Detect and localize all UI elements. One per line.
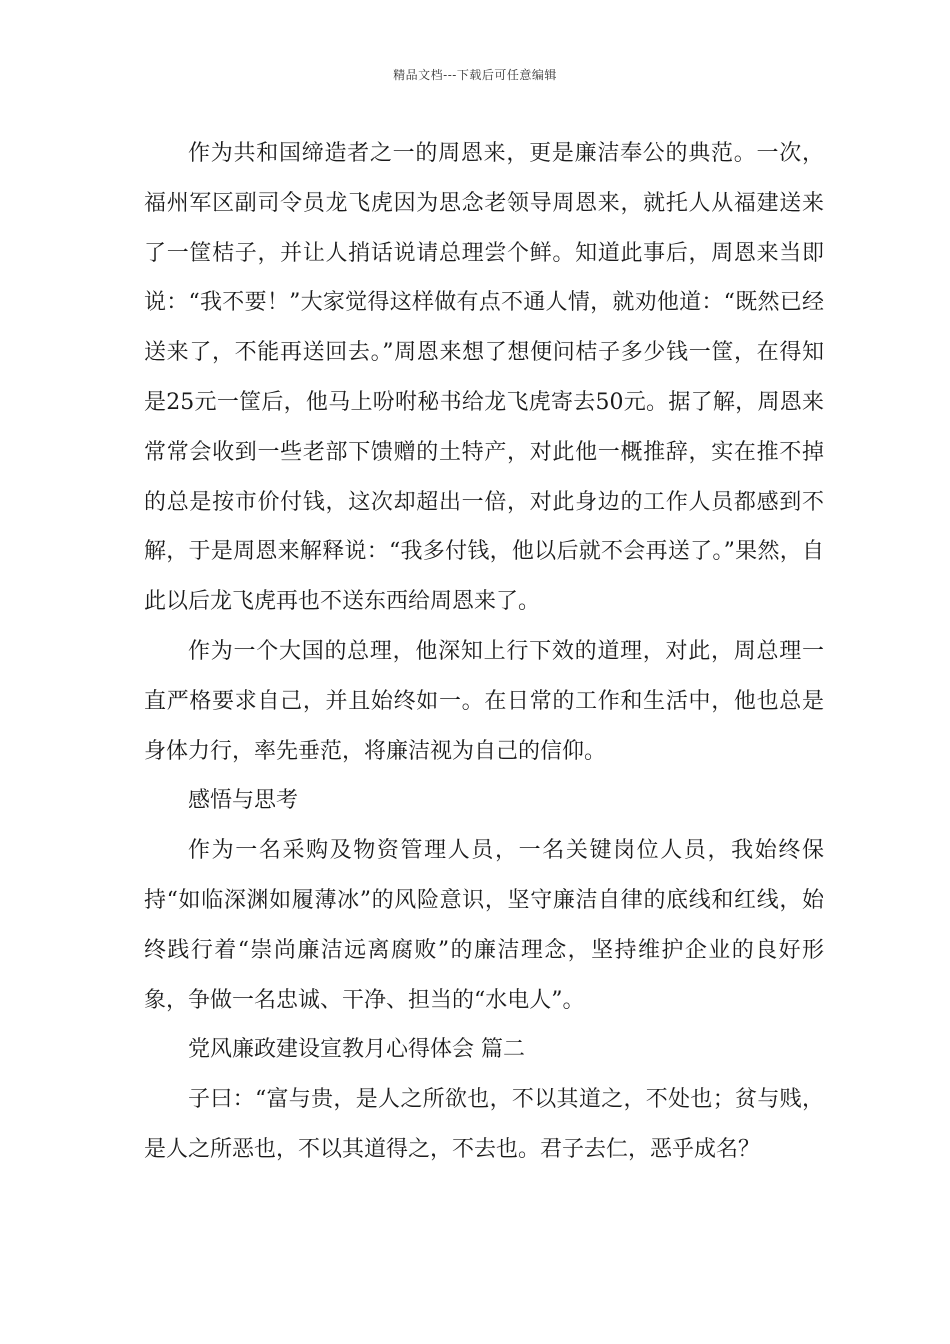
section-heading-reflection: 感悟与思考	[188, 788, 299, 814]
paragraph-procurement-staff: 作为一名采购及物资管理人员，一名关键岗位人员，我始终保持“如临深渊如履薄冰”的风险意识，坚守廉洁自律的底线和红线，始终践行着“崇尚廉洁远离腐败”的廉洁理念，坚持维护企业的良好形象，争做一名忠诚、干净、担当的“水电人”。	[144, 838, 824, 1013]
paragraph-premier-example: 作为一个大国的总理，他深知上行下效的道理，对此，周总理一直严格要求自己，并且始终如一。在日常的工作和生活中，他也总是身体力行，率先垂范，将廉洁视为自己的信仰。	[144, 638, 824, 764]
page-header: 精品文档---下载后可任意编辑	[393, 68, 557, 82]
paragraph-confucius-quote: 子曰：“富与贵，是人之所欲也，不以其道之，不处也；贫与贱，是人之所恶也，不以其道得之，不去也。君子去仁，恶乎成名？	[144, 1087, 824, 1162]
paragraph-zhou-enlai-oranges: 作为共和国缔造者之一的周恩来，更是廉洁奉公的典范。一次，福州军区副司令员龙飞虎因为思念老领导周恩来，就托人从福建送来了一筐桔子，并让人捎话说请总理尝个鲜。知道此事后，周恩来当即说：“我不要！”大家觉得这样做有点不通人情，就劝他道：“既然已经送来了，不能再送回去。”周恩来想了想便问桔子多少钱一筐，在得知是25元一筐后，他马上吩咐秘书给龙飞虎寄去50元。据了解，周恩来常常会收到一些老部下馈赠的土特产，对此他一概推辞，实在推不掉的总是按市价付钱，这次却超出一倍，对此身边的工作人员都感到不解，于是周恩来解释说：“我多付钱，他以后就不会再送了。”果然，自此以后龙飞虎再也不送东西给周恩来了。	[144, 141, 824, 615]
section-heading-part-two: 党风廉政建设宣教月心得体会 篇二	[188, 1037, 525, 1063]
document-body	[144, 129, 824, 1175]
